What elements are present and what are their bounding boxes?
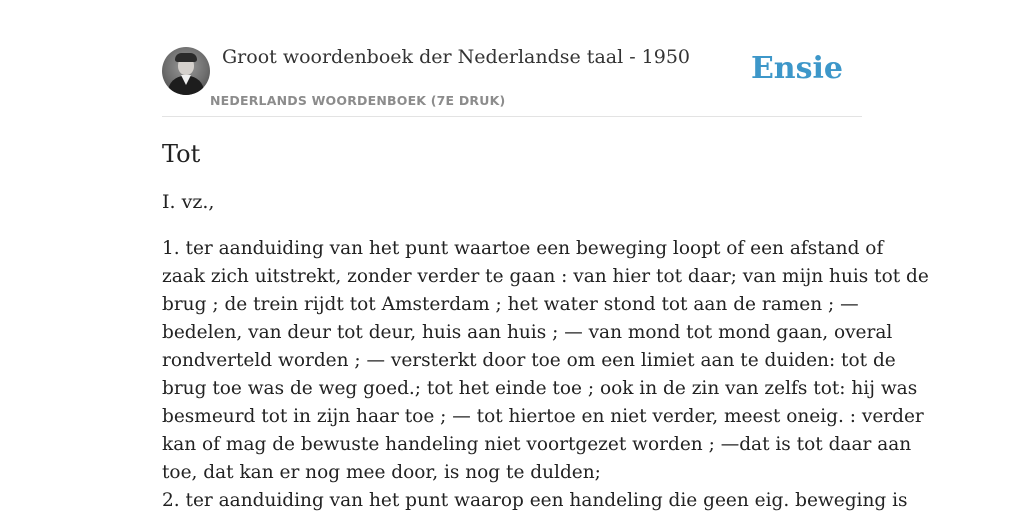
author-avatar[interactable]: [162, 47, 210, 95]
definition-line: zaak zich uitstrekt, zonder verder te gaan : van hier tot daar; van mijn huis tot de: [162, 266, 929, 287]
definition-line: bedelen, van deur tot deur, huis aan huis ; — van mond tot mond gaan, overal: [162, 322, 893, 343]
definition-line: rondverteld worden ; — versterkt door toe om een limiet aan te duiden: tot de: [162, 350, 896, 371]
definition-line: toe, dat kan er nog mee door, is nog te dulden;: [162, 462, 601, 483]
avatar-portrait-hair: [175, 53, 197, 62]
definition-line: 2. ter aanduiding van het punt waarop een handeling die geen eig. beweging is: [162, 490, 908, 511]
source-header: [162, 40, 862, 117]
source-subtitle-link[interactable]: NEDERLANDS WOORDENBOEK (7E DRUK): [210, 93, 506, 108]
definition-line: brug toe was de weg goed.; tot het einde toe ; ook in de zin van zelfs tot: hij was: [162, 378, 918, 399]
definition-text: [162, 235, 929, 512]
definition-line: 1. ter aanduiding van het punt waartoe een beweging loopt of een afstand of: [162, 238, 884, 259]
definition-line: brug ; de trein rijdt tot Amsterdam ; het water stond tot aan de ramen ; —: [162, 294, 859, 315]
entry-content: [162, 138, 929, 512]
definition-line: besmeurd tot in zijn haar toe ; — tot hiertoe en niet verder, meest oneig. : verder: [162, 406, 924, 427]
source-title-link[interactable]: Groot woordenboek der Nederlandse taal - 1950: [222, 46, 691, 68]
part-of-speech: I. vz.,: [162, 191, 215, 213]
entry-title: Tot: [162, 140, 201, 168]
brand-logo[interactable]: Ensie: [750, 51, 843, 86]
definition-line: kan of mag de bewuste handeling niet voortgezet worden ; —dat is tot daar aan: [162, 434, 912, 455]
